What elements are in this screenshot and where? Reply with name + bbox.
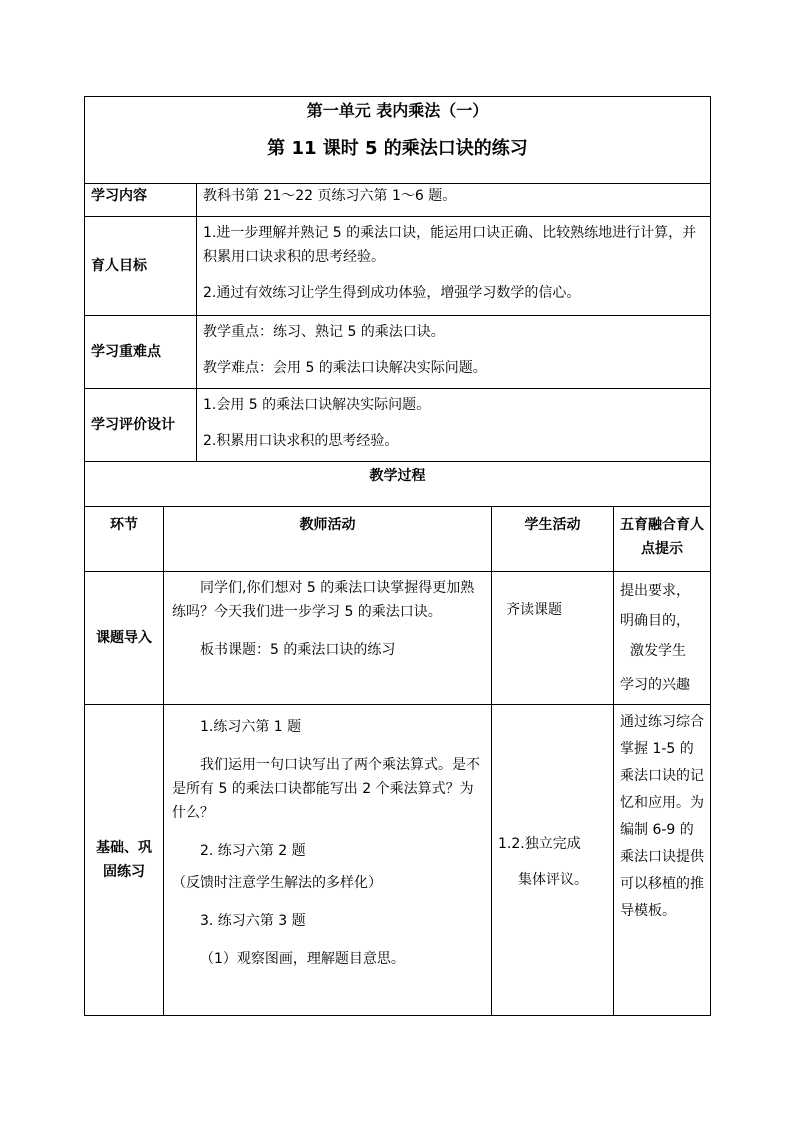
- unit-title: 第一单元 表内乘法（一）: [306, 101, 489, 120]
- hint-intro: 提出要求， 明确目的， 激发学生 学习的兴趣: [614, 572, 711, 705]
- process-row-practice: [85, 705, 711, 1016]
- info-row-evaluation: [85, 389, 711, 462]
- info-row-goals: [85, 217, 711, 316]
- process-title: 教学过程: [85, 462, 711, 507]
- label-learning-content: 学习内容: [85, 184, 197, 217]
- label-evaluation: 学习评价设计: [85, 389, 197, 462]
- col-header-hint: 五育融合育人点提示: [614, 507, 711, 572]
- teacher-intro: 同学们,你们想对 5 的乘法口诀掌握得更加熟练吗？今天我们进一步学习 5 的乘法口诀。 板书课题：5 的乘法口诀的练习: [164, 572, 492, 705]
- lesson-title: 第 11 课时 5 的乘法口诀的练习: [267, 138, 528, 159]
- process-row-intro: [85, 572, 711, 705]
- info-row-content: [85, 184, 711, 217]
- label-goals: 育人目标: [85, 217, 197, 316]
- lesson-plan-table: [84, 96, 711, 1016]
- col-header-stage: 环节: [85, 507, 164, 572]
- title-row: [85, 97, 711, 184]
- process-title-row: [85, 462, 711, 507]
- teacher-practice: 1.练习六第 1 题 我们运用一句口诀写出了两个乘法算式。是不是所有 5 的乘法口诀都能写出 2 个乘法算式？为什么？ 2. 练习六第 2 题 （反馈时注意学生解法的多样化） 3. 练习六第 3 题 （1）观察图画，理解题目意思。: [164, 705, 492, 1016]
- label-key-points: 学习重难点: [85, 316, 197, 389]
- stage-practice: 基础、巩固练习: [85, 705, 164, 1016]
- stage-intro: 课题导入: [85, 572, 164, 705]
- hint-practice: 通过练习综合掌握 1-5 的乘法口诀的记忆和应用。为编制 6-9 的乘法口诀提供可以移植的推导模板。: [614, 705, 711, 1016]
- student-practice: 1.2.独立完成 集体评议。: [492, 705, 614, 1016]
- col-header-student: 学生活动: [492, 507, 614, 572]
- info-row-key-points: [85, 316, 711, 389]
- value-goals: 1.进一步理解并熟记 5 的乘法口诀，能运用口诀正确、比较熟练地进行计算，并积累用口诀求积的思考经验。 2.通过有效练习让学生得到成功体验，增强学习数学的信心。: [197, 217, 711, 316]
- student-intro: 齐读课题: [492, 572, 614, 705]
- process-header-row: [85, 507, 711, 572]
- value-learning-content: 教科书第 21～22 页练习六第 1～6 题。: [197, 184, 711, 217]
- value-key-points: 教学重点：练习、熟记 5 的乘法口诀。 教学难点：会用 5 的乘法口诀解决实际问题。: [197, 316, 711, 389]
- value-evaluation: 1.会用 5 的乘法口诀解决实际问题。 2.积累用口诀求积的思考经验。: [197, 389, 711, 462]
- lesson-plan-page: [84, 96, 710, 1016]
- col-header-teacher: 教师活动: [164, 507, 492, 572]
